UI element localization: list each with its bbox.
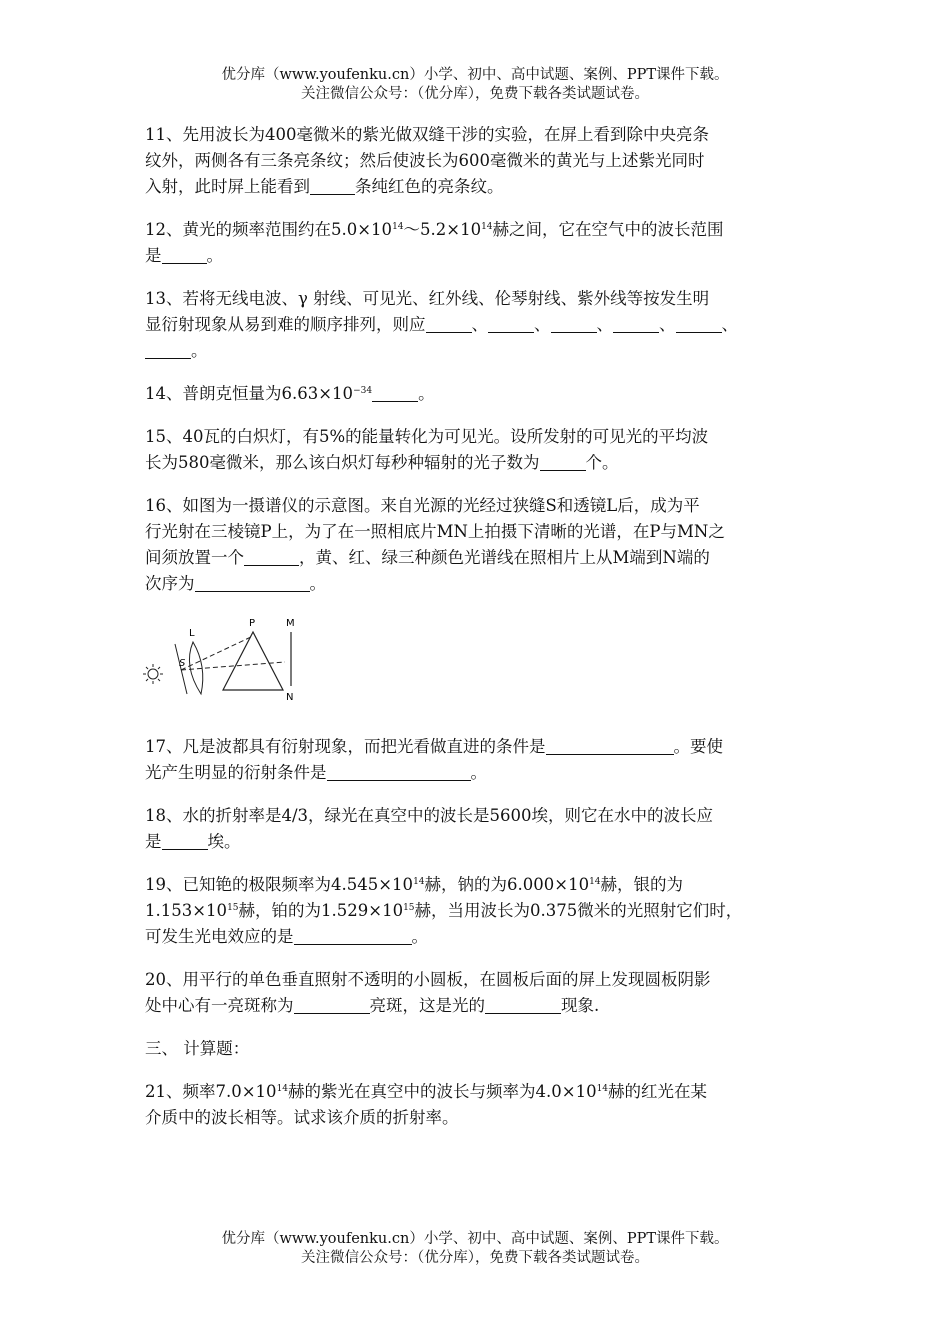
question-20: 20、用平行的单色垂直照射不透明的小圆板，在圆板后面的屏上发现圆板阴影 处中心有一亮斑称为 亮斑，这是光的 现象. bbox=[145, 970, 711, 1015]
header-line-2: 关注微信公众号：（优分库），免费下载各类试题试卷。 bbox=[301, 86, 649, 102]
question-12: 12、黄光的频率范围约在$5.0\times 10^{14}\sim 5.2\times 10^{14}$赫之间，它在空气中的波长范围 是 。 bbox=[145, 220, 724, 265]
question-16: 16、如图为一摄谱仪的示意图。来自光源的光经过狭缝S和透镜L后，成为平 行光射在三棱镜P上，为了在一照相底片MN上拍摄下清晰的光谱，在P与MN之 间须放置一个 ，黄、红、绿三种颜色光谱线在照相片上从M端到N端的 次序为 。 bbox=[145, 496, 725, 593]
answer-blank bbox=[244, 548, 299, 566]
answer-blank bbox=[145, 341, 191, 359]
spectrograph-figure bbox=[143, 614, 323, 714]
question-content bbox=[145, 122, 815, 1148]
answer-blank bbox=[485, 996, 561, 1014]
label-n: N bbox=[286, 692, 294, 703]
section-heading-calculation: 三、 计算题： bbox=[145, 1039, 250, 1058]
question-15: 15、40瓦的白炽灯，有5%的能量转化为可见光。设所发射的可见光的平均波 长为580毫微米，那么该白炽灯每秒种辐射的光子数为 个。 bbox=[145, 427, 709, 472]
sun-icon bbox=[143, 664, 163, 684]
answer-blank bbox=[613, 315, 659, 333]
question-18: 18、水的折射率是4/3，绿光在真空中的波长是5600埃，则它在水中的波长应 是 埃。 bbox=[145, 806, 714, 851]
answer-blank bbox=[294, 927, 412, 945]
header-line-1: 优分库（www.youfenku.cn）小学、初中、高中试题、案例、PPT课件下载。 bbox=[221, 67, 729, 83]
answer-blank bbox=[372, 384, 418, 402]
answer-blank bbox=[310, 177, 355, 195]
label-m: M bbox=[286, 618, 295, 629]
answer-blank bbox=[488, 315, 534, 333]
answer-blank bbox=[551, 315, 597, 333]
label-s: S bbox=[179, 658, 186, 669]
answer-blank bbox=[540, 453, 586, 471]
answer-blank bbox=[195, 574, 310, 592]
footer-line-2: 关注微信公众号：（优分库），免费下载各类试题试卷。 bbox=[301, 1250, 649, 1266]
answer-blank bbox=[327, 763, 471, 781]
label-p: P bbox=[249, 618, 256, 629]
page-footer bbox=[0, 1230, 950, 1268]
question-21: 21、频率$7.0\times 10^{14}$赫的紫光在真空中的波长与频率为$4.0\times 10^{14}$赫的红光在某 介质中的波长相等。试求该介质的折射率。 bbox=[145, 1082, 708, 1127]
slit-s bbox=[175, 644, 187, 694]
answer-blank bbox=[294, 996, 370, 1014]
question-14: 14、普朗克恒量为$6.63\times 10^{-34}$ 。 bbox=[145, 384, 435, 403]
prism-p bbox=[223, 632, 283, 690]
answer-blank bbox=[546, 737, 674, 755]
label-l: L bbox=[189, 628, 195, 639]
answer-blank bbox=[162, 246, 207, 264]
spectrograph-diagram bbox=[145, 614, 815, 714]
footer-line-1: 优分库（www.youfenku.cn）小学、初中、高中试题、案例、PPT课件下载。 bbox=[221, 1231, 729, 1247]
question-13: 13、若将无线电波、γ 射线、可见光、红外线、伦琴射线、紫外线等按发生明 显衍射现象从易到难的顺序排列，则应 、 、 、 、 、 。 bbox=[145, 289, 738, 360]
question-19: 19、已知铯的极限频率为$4.545\times 10^{14}$赫，钠的为$6.000\times 10^{14}$赫，银的为 $1.153\times 10^{15}$赫，铂的为$1.529\times 10^{15}$赫，当用波长为0.375微米的光照射它们时， 可发生光电效应的是 。 bbox=[145, 875, 743, 946]
answer-blank bbox=[162, 832, 208, 850]
question-11: 11、先用波长为400毫微米的紫光做双缝干涉的实验，在屏上看到除中央亮条 纹外，两侧各有三条亮条纹；然后使波长为600毫微米的黄光与上述紫光同时 入射，此时屏上能看到 条纯红色的亮条纹。 bbox=[145, 125, 709, 196]
answer-blank bbox=[676, 315, 722, 333]
page-header bbox=[0, 66, 950, 104]
answer-blank bbox=[426, 315, 472, 333]
question-17: 17、凡是波都具有衍射现象，而把光看做直进的条件是 。要使 光产生明显的衍射条件是 。 bbox=[145, 737, 723, 782]
